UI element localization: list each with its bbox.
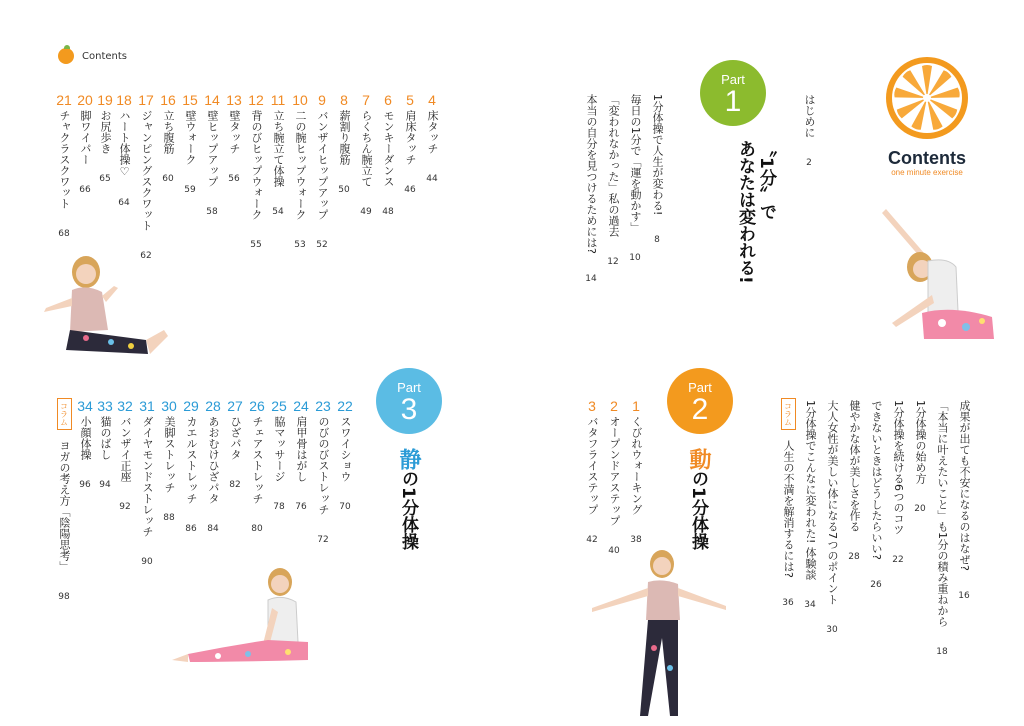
part1-title-b: あなたは変われる! [735,140,755,284]
entry-title: 猫のばし [99,416,112,460]
part3-badge [376,368,442,434]
toc-entry[interactable] [357,92,375,219]
entry-title: 立ち腕立て体操 [272,110,285,187]
entry-title: 1分体操でこんなに変われた! 体験談 [804,400,817,580]
entry-title: ジャンピングスクワット [140,110,153,231]
seated-woman-illustration [36,250,171,365]
entry-number: 4 [428,92,436,108]
toc-entry[interactable] [801,398,819,612]
entry-page: 22 [892,555,904,565]
entry-page: 18 [936,647,948,657]
entry-title: チャクラスクワット [58,110,71,209]
entry-page: 59 [184,185,196,195]
entry-title: バンザイ正座 [119,416,132,482]
entry-title: はじめに [803,94,816,138]
entry-page: 12 [607,257,619,267]
part2-title-b: の1分体操 [688,470,708,550]
toc-entry[interactable] [96,398,114,492]
entry-title: 健やかな体が美しさを作る [848,400,861,532]
entry-title: 床タッチ [426,110,439,154]
part-number: 3 [400,393,418,426]
logo-subtitle: one minute exercise [891,168,963,177]
entry-page: 82 [229,480,241,490]
entry-page: 68 [58,229,70,239]
entry-title: オープンドアステップ [608,416,621,526]
entry-number: 26 [249,398,265,414]
entry-page: 88 [163,513,175,523]
walking-woman-illustration [582,548,732,723]
entry-title: 壁タッチ [228,110,241,154]
entry-number: 13 [226,92,242,108]
contents-logo [877,56,977,178]
entry-number: 24 [293,398,309,414]
toc-entry[interactable] [181,92,199,197]
entry-page: 96 [79,480,91,490]
entry-number: 25 [271,398,287,414]
toc-entry[interactable] [313,92,331,252]
logo-title: Contents [888,148,966,168]
entry-title: 1分体操の始め方 [914,400,927,484]
entry-number: 9 [318,92,326,108]
toc-entry[interactable] [137,92,155,263]
part-number: 2 [691,393,709,426]
entry-number: 1 [632,398,640,414]
toc-entry[interactable] [225,92,243,186]
toc-entry[interactable] [335,92,353,197]
entry-page: 30 [826,625,838,635]
part2-title [686,448,711,550]
entry-number: 29 [183,398,199,414]
entry-title: できないときはどうしたらいい? [870,400,883,560]
entry-title: 毎日の1分で「運を動かす」 [629,94,642,233]
entry-page: 66 [79,185,91,195]
entry-page: 52 [316,240,328,250]
toc-entry[interactable] [627,398,645,547]
entry-page: 56 [228,174,240,184]
entry-page: 55 [250,240,262,250]
part-label: Part [721,72,745,87]
entry-page: 46 [404,185,416,195]
entry-title: 脚ワイパー [79,110,92,165]
entry-number: 12 [248,92,264,108]
entry-title: 肩甲骨はがし [295,416,308,482]
entry-title: 「本当に叶えたいこと」も1分の積み重ねから [936,400,949,627]
toc-entry[interactable] [911,398,929,516]
toc-entry[interactable] [604,92,622,269]
entry-page: 42 [586,535,598,545]
entry-number: 8 [340,92,348,108]
part3-title [396,448,421,550]
entry-title: バタフライステップ [586,416,599,515]
entry-page: 16 [958,590,970,601]
orange-icon [58,48,74,64]
entry-page: 34 [804,599,816,610]
entry-number: 7 [362,92,370,108]
toc-entry[interactable] [116,398,134,514]
entry-page: 2 [806,158,812,168]
entry-page: 94 [99,480,111,490]
entry-number: 33 [97,398,113,414]
toc-entry[interactable] [203,92,221,219]
entry-number: 23 [315,398,331,414]
entry-title: お尻歩き [99,110,112,154]
entry-title: のびのびストレッチ [317,416,330,515]
column-badge: コラム [781,398,796,430]
entry-page: 98 [58,592,70,602]
entry-page: 72 [317,535,329,545]
entry-number: 31 [139,398,155,414]
entry-page: 53 [294,240,306,250]
entry-page: 90 [141,557,153,567]
toc-entry[interactable] [823,398,841,637]
part2-title-a: 動 [686,448,711,470]
toc-entry[interactable] [115,92,133,210]
toc-entry[interactable] [160,398,178,525]
entry-title: 人生の不満を解消するには? [782,440,795,578]
entry-number: 2 [610,398,618,414]
toc-entry[interactable] [933,398,951,659]
entry-page: 48 [382,207,394,217]
toc-entry[interactable] [55,92,73,241]
entry-page: 26 [870,579,882,590]
entry-title: 立ち腹筋 [162,110,175,154]
entry-title: らくちん腕立て [360,110,373,187]
entry-page: 76 [295,502,307,512]
entry-number: 28 [205,398,221,414]
toc-entry[interactable] [76,398,94,492]
column-badge: コラム [57,398,72,430]
entry-number: 17 [138,92,154,108]
toc-entry[interactable] [96,92,114,186]
entry-page: 14 [585,273,597,284]
part2-badge [667,368,733,434]
entry-number: 5 [406,92,414,108]
toc-entry[interactable] [292,398,310,514]
toc-entry[interactable] [138,398,156,569]
entry-title: 薪割り腹筋 [338,110,351,165]
entry-number: 6 [384,92,392,108]
entry-page: 36 [782,597,794,608]
entry-number: 10 [292,92,308,108]
entry-title: ダイヤモンドストレッチ [141,416,154,537]
orange-slice-icon [885,56,969,140]
running-header-label: Contents [82,50,127,62]
part3-title-b: の1分体操 [398,470,418,550]
toc-entry-column[interactable] [55,398,73,604]
entry-title: カエルストレッチ [185,416,198,504]
entry-title: 小顔体操 [79,416,92,460]
stretching-woman-illustration [862,205,1012,350]
entry-title: ひざパタ [229,416,242,460]
entry-page: 92 [119,502,131,512]
entry-title: 大人女性が美しい体になる7つのポイント [826,400,839,605]
toc-entry-intro[interactable] [800,92,818,170]
part1-title-a: 〝1分〟で [756,140,776,220]
entry-title: 1分体操を続ける6つのコツ [892,400,905,535]
toc-entry[interactable] [76,92,94,197]
toc-entry[interactable] [955,398,973,603]
toc-entry[interactable] [270,398,288,514]
toc-entry[interactable] [583,398,601,547]
entry-title: モンキーダンス [382,110,395,187]
entry-number: 27 [227,398,243,414]
entry-number: 3 [588,398,596,414]
entry-page: 65 [99,174,111,184]
entry-page: 20 [914,504,926,514]
entry-number: 11 [270,92,286,108]
entry-title: 本当の自分を見つけるためには? [585,94,598,254]
entry-page: 64 [118,198,130,208]
toc-entry[interactable] [648,92,666,247]
entry-page: 38 [630,535,642,545]
entry-page: 80 [251,524,263,534]
entry-title: ヨガの考え方「陰陽思考」 [58,440,71,572]
part1-title [734,140,776,320]
toc-entry[interactable] [336,398,354,514]
entry-number: 34 [77,398,93,414]
entry-number: 18 [116,92,132,108]
entry-page: 28 [848,552,860,562]
entry-title: 肩床タッチ [404,110,417,165]
entry-title: 成果が出ても不安になるのはなぜ? [958,400,971,571]
part3-title-a: 静 [396,448,421,470]
entry-number: 30 [161,398,177,414]
toc-entry[interactable] [867,398,885,592]
entry-title: 壁ヒップアップ [206,110,219,187]
entry-number: 32 [117,398,133,414]
toc-entry[interactable] [379,92,397,219]
toc-entry[interactable] [291,92,309,252]
entry-number: 16 [160,92,176,108]
entry-title: 二の腕ヒップウォーク [294,110,307,220]
toc-entry[interactable] [845,398,863,564]
toc-entry[interactable] [248,398,266,536]
toc-entry[interactable] [204,398,222,536]
toc-entry[interactable] [605,398,623,558]
toc-entry[interactable] [159,92,177,186]
entry-page: 10 [629,253,641,263]
entry-number: 20 [77,92,93,108]
entry-title: バンザイヒップアップ [316,110,329,220]
entry-number: 21 [56,92,72,108]
entry-number: 19 [97,92,113,108]
entry-number: 14 [204,92,220,108]
entry-page: 78 [273,502,285,512]
entry-page: 84 [207,524,219,534]
toc-entry[interactable] [226,398,244,492]
entry-title: あおむけひざパタ [207,416,220,504]
part1-badge [700,60,766,126]
toc-entry[interactable] [401,92,419,197]
entry-number: 15 [182,92,198,108]
entry-title: 背のびヒップウォーク [250,110,263,220]
toc-entry[interactable] [889,398,907,567]
toc-entry[interactable] [247,92,265,252]
entry-number: 22 [337,398,353,414]
floor-stretch-woman-illustration [168,562,328,672]
entry-page: 50 [338,185,350,195]
entry-title: チェアストレッチ [251,416,264,504]
entry-title: 脇マッサージ [273,416,286,482]
right-page [512,0,1024,726]
entry-title: くびれウォーキング [630,416,643,515]
toc-entry[interactable] [779,398,797,610]
entry-title: 壁ウォーク [184,110,197,165]
entry-page: 60 [162,174,174,184]
entry-title: 1分体操で人生が変わる! [651,94,664,216]
entry-title: 「変われなかった」私の過去 [607,94,620,237]
entry-title: 美脚ストレッチ [163,416,176,493]
entry-page: 86 [185,524,197,534]
part-label: Part [397,380,421,395]
entry-page: 70 [339,502,351,512]
toc-entry[interactable] [314,398,332,547]
entry-page: 8 [654,235,660,246]
entry-page: 44 [426,174,438,184]
entry-title: ハート体操♡ [118,110,131,178]
toc-entry[interactable] [626,92,644,265]
entry-page: 62 [140,251,152,261]
part-label: Part [688,380,712,395]
toc-entry[interactable] [269,92,287,219]
toc-entry[interactable] [582,92,600,286]
running-header [58,48,127,64]
entry-page: 49 [360,207,372,217]
toc-entry[interactable] [182,398,200,536]
entry-title: スワイショウ [339,416,352,482]
part-number: 1 [724,85,742,118]
toc-entry[interactable] [423,92,441,186]
entry-page: 58 [206,207,218,217]
entry-page: 40 [608,546,620,556]
entry-page: 54 [272,207,284,217]
